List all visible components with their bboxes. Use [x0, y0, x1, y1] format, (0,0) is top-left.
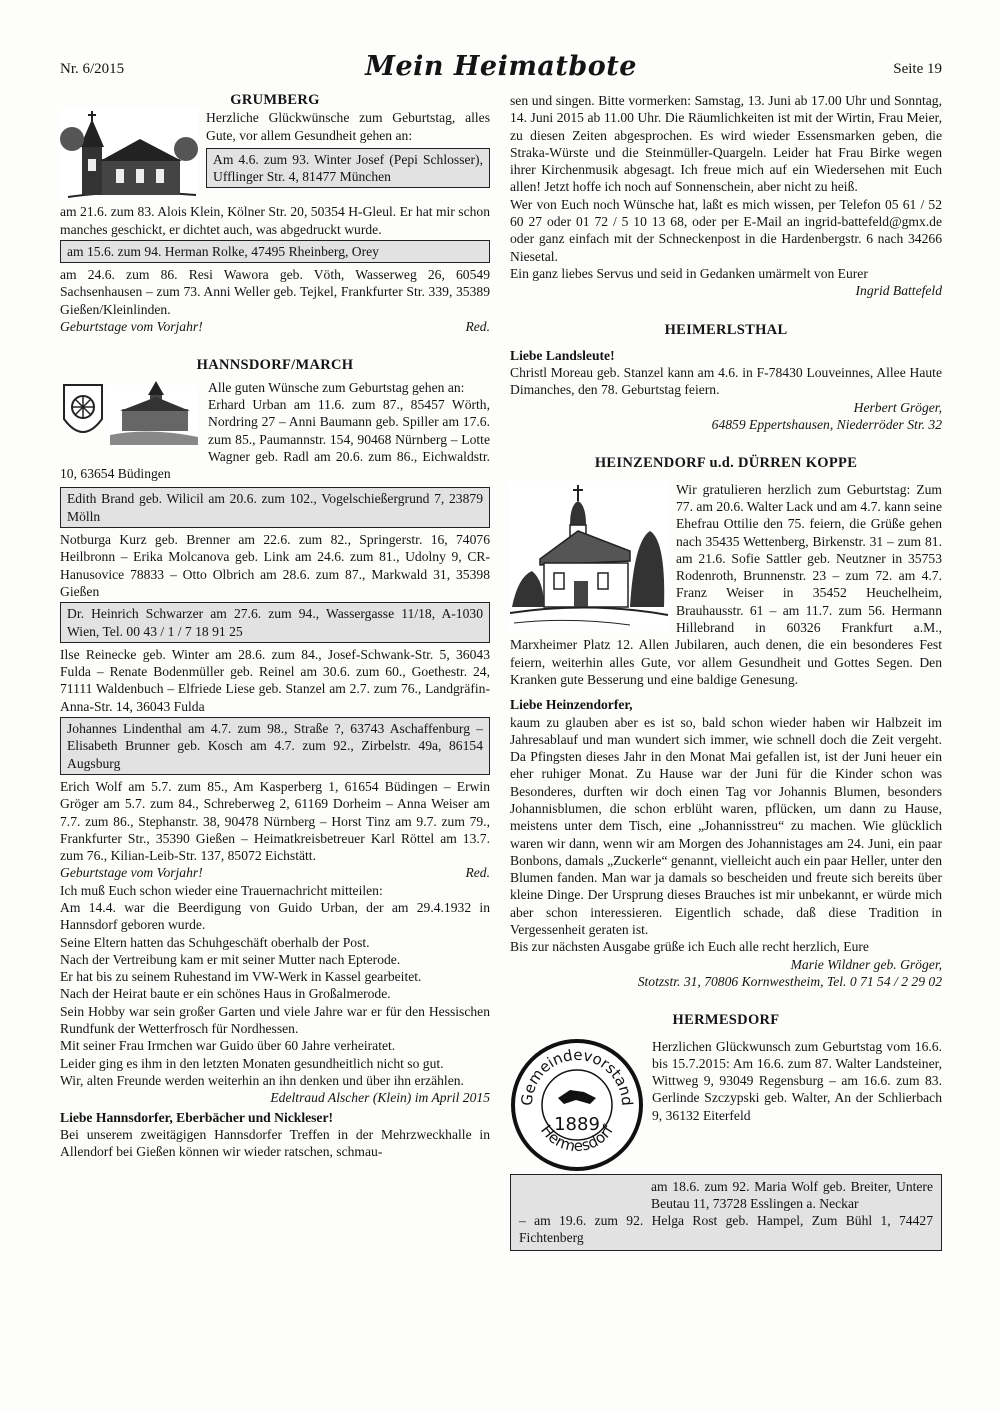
birthday-box-line: – am 19.6. zum 92. Helga Rost geb. Hampel, Zum Bühl 1, 74427 Fichtenberg [519, 1213, 933, 1246]
obituary-line: Seine Eltern hatten das Schuhgeschäft oberhalb der Post. [60, 934, 370, 950]
birthday-box: Johannes Lindenthal am 4.7. zum 98., Straße ?, 63743 Aschaffenburg – Elisabeth Brunner geb. Kosch am 4.7. zum 92., Zirbelstr. 49a, 86154 Augsburg [60, 717, 490, 775]
section-title-grumberg: GRUMBERG [230, 92, 320, 108]
birthday-entry: Wir gratulieren herzlich zum Geburtstag: Zum 77. am 20.6. Walter Lack und am 4.7. kann seine Ehefrau Ottilie den 75. feiern, die Grüße gehen nach 35435 Wettenberg, Birkenstr. 31 – zum 81. am 21.6. Sofie Sattler geb. Neutzner in 35753 Rodenroth, Brunnenstr. 23 – zum 72. am 4.7. Franz Weiser in 35452 Heuchelheim, Brauhausstr. 61 – am 11.7. zum 56. Hermann Hillebrand in 60326 Frankfurt a.M., Marxheimer Platz 12. Allen Jubilaren, auch denen, die ein besonderes Fest feiern, weiterhin alles Gute, vor allem Gesundheit und Gottes Segen. Den Kranken gute Besserung und eine baldige Genesung. [510, 481, 942, 687]
section-title-heimerlsthal: HEIMERLSTHAL [664, 321, 788, 338]
signature-address: 64859 Eppertshausen, Niederröder Str. 32 [711, 417, 942, 433]
contact-paragraph: Wer von Euch noch Wünsche hat, laßt es mich wissen, per Telefon 05 61 / 52 60 27 oder 01 72 / 5 10 13 68, oder per E-Mail an ingrid-battefeld@gmx.de oder ganz einfach mit der Schneckenpost in die Hardenbergstr. 6 nach 34266 Niesetal. [510, 196, 942, 264]
hermesdorf-section [510, 1038, 942, 1251]
right-column [510, 92, 942, 1251]
page-number: Seite 19 [893, 61, 942, 77]
section-title-hannsdorf: HANNSDORF/MARCH [196, 357, 354, 374]
birthday-entry: am 24.6. zum 86. Resi Wawora geb. Vöth, Wasserweg 26, 60549 Sachsenhausen – zum 73. Anni Weller geb. Tejkel, Frankfurter Str. 339, 35389 Gießen/Kleinlinden. [60, 267, 490, 317]
issue-number: Nr. 6/2015 [60, 61, 125, 77]
obituary-line: Sein Hobby war sein großer Garten und viele Jahre war er für den Hessischen Rundfunk der Wetterfrosch für Nordhessen. [60, 1003, 490, 1037]
birthday-box: Am 4.6. zum 93. Winter Josef (Pepi Schlosser), Ufflinger Str. 4, 81477 München [206, 148, 490, 189]
birthday-entry: Herzlichen Glückwunsch zum Geburtstag vom 16.6. bis 15.7.2015: Am 16.6. zum 87. Walter Landsteiner, Wittweg 9, 93049 Regensburg – am 16.6. zum 83. Gerlinde Szczypski geb. Walter, An der Schlierbach 9, 36132 Eiterfeld [652, 1038, 942, 1123]
editor-mark: Red. [465, 865, 490, 881]
birthday-entry: Erich Wolf am 5.7. zum 85., Am Kasperberg 1, 61654 Büdingen – Erwin Gröger am 5.7. zum 84., Schreberweg 2, 61169 Dorheim – Anna Weiser am 7.7. zum 86., Stephanstr. 38, 90478 Nürnberg – Horst Tinz am 9.7. zum 79., Frankfurter Str., 35390 Gießen – Heimatkreisbetreuer Karl Röttel am 13.7. zum 76., Kilian-Leib-Str. 137, 85072 Eichstätt. [60, 778, 490, 864]
birthday-entry: am 21.6. zum 83. Alois Klein, Kölner Str. 20, 50354 H-Gleul. Er hat mir schon manches geschickt, er dichtet auch, was abgedruckt wurde. [60, 204, 490, 237]
hannsdorf-section [60, 379, 490, 1161]
closing-line: Ein ganz liebes Servus und seid in Gedanken umärmelt von Eurer [510, 265, 868, 281]
section-title-hermesdorf: HERMESDORF [672, 1012, 780, 1029]
note-text: Geburtstage vom Vorjahr! [60, 865, 203, 881]
obituary-line: Er hat bis zu seinem Ruhestand im VW-Werk in Kassel gearbeitet. [60, 969, 422, 985]
birthday-box [510, 1174, 942, 1251]
signature: Ingrid Battefeld [855, 283, 942, 299]
birthday-entry: Notburga Kurz geb. Brenner am 22.6. zum 82., Springerstr. 16, 74076 Heilbronn – Erika Molcanova geb. Link am 24.6. zum 81., Udolny 9, CR-Hanusovice 78833 – Otto Olbrich am 28.6. zum 87., Markwald 31, 35398 Gießen [60, 532, 490, 599]
note-text: Geburtstage vom Vorjahr! [60, 319, 203, 335]
obituary-line: Am 14.4. war die Beerdigung von Guido Urban, der am 29.4.1932 in Hannsdorf geboren wurde. [60, 899, 490, 933]
birthday-entry: Ilse Reinecke geb. Winter am 28.6. zum 84., Josef-Schwank-Str. 5, 36043 Fulda – Renate Bodenmüller geb. Reinel am 30.6. zum 60., Goethestr. 24, 71111 Waldenbuch – Elfriede Liese geb. Stanzel am 2.7. zum 76., Landgräfin-Anna-Str. 14, 36043 Fulda [60, 646, 490, 714]
obituary-line: Leider ging es ihm in den letzten Monaten gesundheitlich nicht so gut. [60, 1055, 444, 1071]
birthday-box: Edith Brand geb. Wilicil am 20.6. zum 102., Vogelschießergrund 7, 23879 Mölln [60, 487, 490, 528]
heinzendorf-section [510, 481, 942, 991]
obituary-line: Wir, alten Freunde werden weiterhin an ihn denken und über ihn erzählen. [60, 1072, 464, 1088]
coat-of-arms-and-church-illustration [60, 379, 200, 449]
municipal-seal [510, 1038, 644, 1172]
masthead-title: Mein Heimatbote [365, 51, 637, 82]
seal-bottom-text: Hermesdorf [537, 1120, 617, 1155]
obituary-line: Nach der Vertreibung kam er mit seiner Mutter nach Epterode. [60, 951, 401, 967]
greeting: Liebe Heinzendorfer, [510, 697, 633, 713]
birthday-box: Dr. Heinrich Schwarzer am 27.6. zum 94., Wassergasse 11/18, A-1030 Wien, Tel. 00 43 / 1 / 7 18 91 25 [60, 602, 490, 643]
grumberg-intro: Herzliche Glückwünsche zum Geburtstag, alles Gute, vor allem Gesundheit gehen an: [206, 110, 490, 143]
letter-paragraph: kaum zu glauben aber es ist so, bald schon wieder haben wir Halbzeit im Jahresablauf und man wundert sich immer, wie schnell doch die Zeit vergeht. Da Pfingsten dieses Jahr in den Monat Mai gefallen ist, ist der Juni heuer ein eher ruhiger Monat. Zu Hause war der Juni für die Kinder schon was Besonderes, durften wir doch einen Tag vor Johannis Blumen, besonders Johannisblumen, die schon erblüht waren, pflücken, um dann zu Hause, meistens unter dem Tisch, eine „Johannisstreu“ zu machen. Wie glücklich waren wir dann, wenn wir am Morgen des Johannistages am 24. Juni, ein paar Bonbons, damals „Zuckerle“ genannt, vielleicht auch ein paar Heller, unter den Blumen fanden. Man war ja damals so bescheiden und freute sich bereits über kleine Dinge. Der Ursprung dieses Brauches ist mir unbekannt, er würde mich aber schon interessieren. Eigentlich schade, daß diese Tradition in Vergessenheit geraten ist. [510, 714, 942, 938]
meeting-continuation: sen und singen. Bitte vormerken: Samstag, 13. Juni ab 17.00 Uhr und Sonntag, 14. Juni 2015 ab 11.00 Uhr. Die Räumlichkeiten ist mit der Wirtin, Frau Meier, zu diesen Zeiten abgesprochen. Es wird wieder Essensmarken geben, die Straka-Würste und die Steinmüller-Quargeln. Leider hat Frau Birke wegen ihrer Kirchenmusik abgesagt. Ich freue mich auf ein Wiedersehen mit Euch allen! Jetzt hoffe ich noch auf Sonnenschein, aber nicht zu heiß. [510, 93, 942, 195]
obituary-line: Mit seiner Frau Irmchen war Guido über 60 Jahre verheiratet. [60, 1038, 396, 1054]
obituary-line: Ich muß Euch schon wieder eine Trauernachricht mitteilen: [60, 882, 383, 898]
obituary-line: Nach der Heirat baute er ein schönes Haus in Großalmerode. [60, 986, 391, 1002]
birthday-entry: Christl Moreau geb. Stanzel kann am 4.6. in F-78430 Louveinnes, Allee Haute Dimanches, den 78. Geburtstag feiern. [510, 365, 942, 398]
closing-line: Bis zur nächsten Ausgabe grüße ich Euch alle recht herzlich, Eure [510, 939, 869, 955]
seal-year: 1889 [554, 1113, 600, 1135]
note-row [60, 864, 490, 881]
birthday-box: am 15.6. zum 94. Herman Rolke, 47495 Rheinberg, Orey [60, 240, 490, 263]
hannsdorf-intro: Alle guten Wünsche zum Geburtstag gehen an: [208, 379, 465, 395]
page-header [60, 51, 942, 85]
signature-name: Herbert Gröger, [853, 399, 942, 415]
signature-address: Stotzstr. 31, 70806 Kornwestheim, Tel. 0 71 54 / 2 29 02 [637, 973, 942, 989]
church-illustration [60, 109, 198, 201]
signature: Edeltraud Alscher (Klein) im April 2015 [270, 1090, 490, 1106]
note-row [60, 318, 490, 335]
grumberg-section [60, 109, 490, 335]
birthday-entry: Erhard Urban am 11.6. zum 87., 85457 Wörth, Nordring 27 – Anni Baumann geb. Spiller am 17.6. zum 85., Paumannstr. 154, 90468 Nürnberg – Lotte Wagner geb. Radl am 20.6. zum 86., Eichwaldstr. 10, 63654 Büdingen [60, 396, 490, 482]
section-title-heinzendorf: HEINZENDORF u.d. DÜRREN KOPPE [594, 455, 858, 472]
meeting-text: Bei unserem zweitägigen Hannsdorfer Treffen in der Mehrzweckhalle in Allendorf bei Gießen können wir wieder ratschen, schmau- [60, 1126, 490, 1160]
seal-top-text: Gemeindevorstand [517, 1045, 637, 1107]
editor-mark: Red. [465, 319, 490, 335]
signature-name: Marie Wildner geb. Gröger, [790, 956, 942, 972]
greeting: Liebe Landsleute! [510, 347, 615, 363]
meeting-heading: Liebe Hannsdorfer, Eberbächer und Nickleser! [60, 1109, 334, 1125]
left-column [60, 92, 490, 1160]
chapel-illustration [510, 481, 668, 631]
birthday-box-line: am 18.6. zum 92. Maria Wolf geb. Breiter, Untere Beutau 11, 73728 Esslingen a. Neckar [651, 1178, 933, 1211]
